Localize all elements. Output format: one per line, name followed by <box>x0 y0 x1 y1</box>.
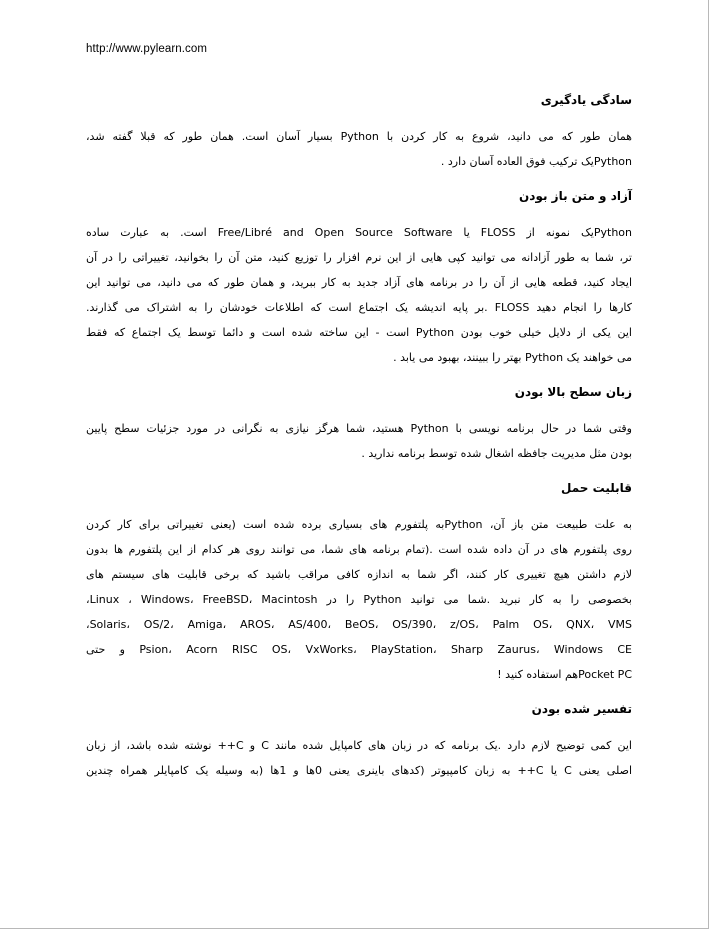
text-line: اصلی یعنی C یا C++ به زبان کامپیوتر (کدهای باینری یعنی 0ها و 1ها (به وسیله یک کامپایلر همراه چندین <box>86 764 633 777</box>
section-free-open-source <box>86 186 632 370</box>
section-ease-of-learning <box>86 90 632 174</box>
text-line: لازم داشتن هیچ تغییری کار کنند، اگر شما به اندازه کافی مراقب باشید که برخی قابلیت های سیستم های <box>86 568 632 581</box>
text-line: Pocket PCهم استفاده کنید ! <box>497 668 632 681</box>
text-line: Psion، Acorn RISC OS، VxWorks، PlayStation، Sharp Zaurus، Windows CE و حتی <box>86 643 633 656</box>
section-title: زبان سطح بالا بودن <box>514 385 632 399</box>
header-url: http://www.pylearn.com <box>86 43 208 55</box>
paragraph <box>86 416 632 466</box>
section-title: سادگی یادگیری <box>540 93 632 107</box>
text-line: بخصوصی را به کار نبرید .شما می توانید Python را در Linux ، Windows، FreeBSD، Macintosh، <box>86 593 632 606</box>
text-line: به علت طبیعت متن باز آن، Pythonبه پلتفورم های بسیاری برده شده است (یعنی تغییراتی برای کار کردن <box>86 518 632 531</box>
text-line: این کمی توضیح لازم دارد .یک برنامه که در زبان های کامپایل شده مانند C و C++ نوشته شده باشد، از زبان <box>86 739 632 752</box>
paragraph <box>86 733 632 783</box>
document-body <box>86 78 632 783</box>
text-line: Solaris، OS/2، Amiga، AROS، AS/400، BeOS، OS/390، z/OS، Palm OS، QNX، VMS، <box>86 618 632 631</box>
text-line: Pythonیک ترکیب فوق العاده آسان دارد . <box>440 155 632 168</box>
paragraph <box>86 512 632 687</box>
text-line: کارها را انجام دهید FLOSS .بر پایه اندیشه یک اجتماع است که اطلاعات خودشان را به اشتراک می گذارند. <box>86 301 633 314</box>
section-title: قابلیت حمل <box>561 481 632 495</box>
text-line: بودن مثل مدیریت جافظه اشغال شده توسط برنامه ندارید . <box>361 447 632 460</box>
text-line: تر، شما به طور آزادانه می توانید کپی هایی از این نرم افزار را توزیع کنید، متن آن را بخوانید، تغییراتی را در آن <box>86 251 632 264</box>
section-portability <box>86 478 632 687</box>
paragraph <box>86 220 632 370</box>
section-title: تفسیر شده بودن <box>531 702 632 716</box>
text-line: Pythonیک نمونه از FLOSS یا Free/Libré and Open Source Software است. به عبارت ساده <box>86 226 632 239</box>
text-line: این یکی از دلایل خیلی خوب بودن Python است - این ساخته شده است و دائما توسط یک اجتماع که فقط <box>86 326 632 339</box>
section-interpreted <box>86 699 632 783</box>
text-line: ایجاد کنید، قطعه هایی از آن را در برنامه های آزاد جدید به کار ببرید، و همان طور که می دانید، می توانید این <box>86 276 632 289</box>
text-line: می خواهند یک Python بهتر را ببینند، بهبود می یابد . <box>393 351 632 364</box>
text-line: وقتی شما در حال برنامه نویسی با Python هستید، شما هرگز نیازی به نگرانی در مورد جزئیات سطح پایین <box>86 422 632 435</box>
text-line: همان طور که می دانید، شروع به کار کردن با Python بسیار آسان است. همان طور که قبلا گفته شد، <box>86 130 632 143</box>
section-title: آزاد و متن باز بودن <box>519 189 632 203</box>
section-high-level-language <box>86 382 632 466</box>
text-line: روی پلتفورم های در آن داده شده است .(تمام برنامه های شما، می توانند روی هر کدام از این پلتفورم ها بدون <box>86 543 632 556</box>
paragraph <box>86 124 632 174</box>
